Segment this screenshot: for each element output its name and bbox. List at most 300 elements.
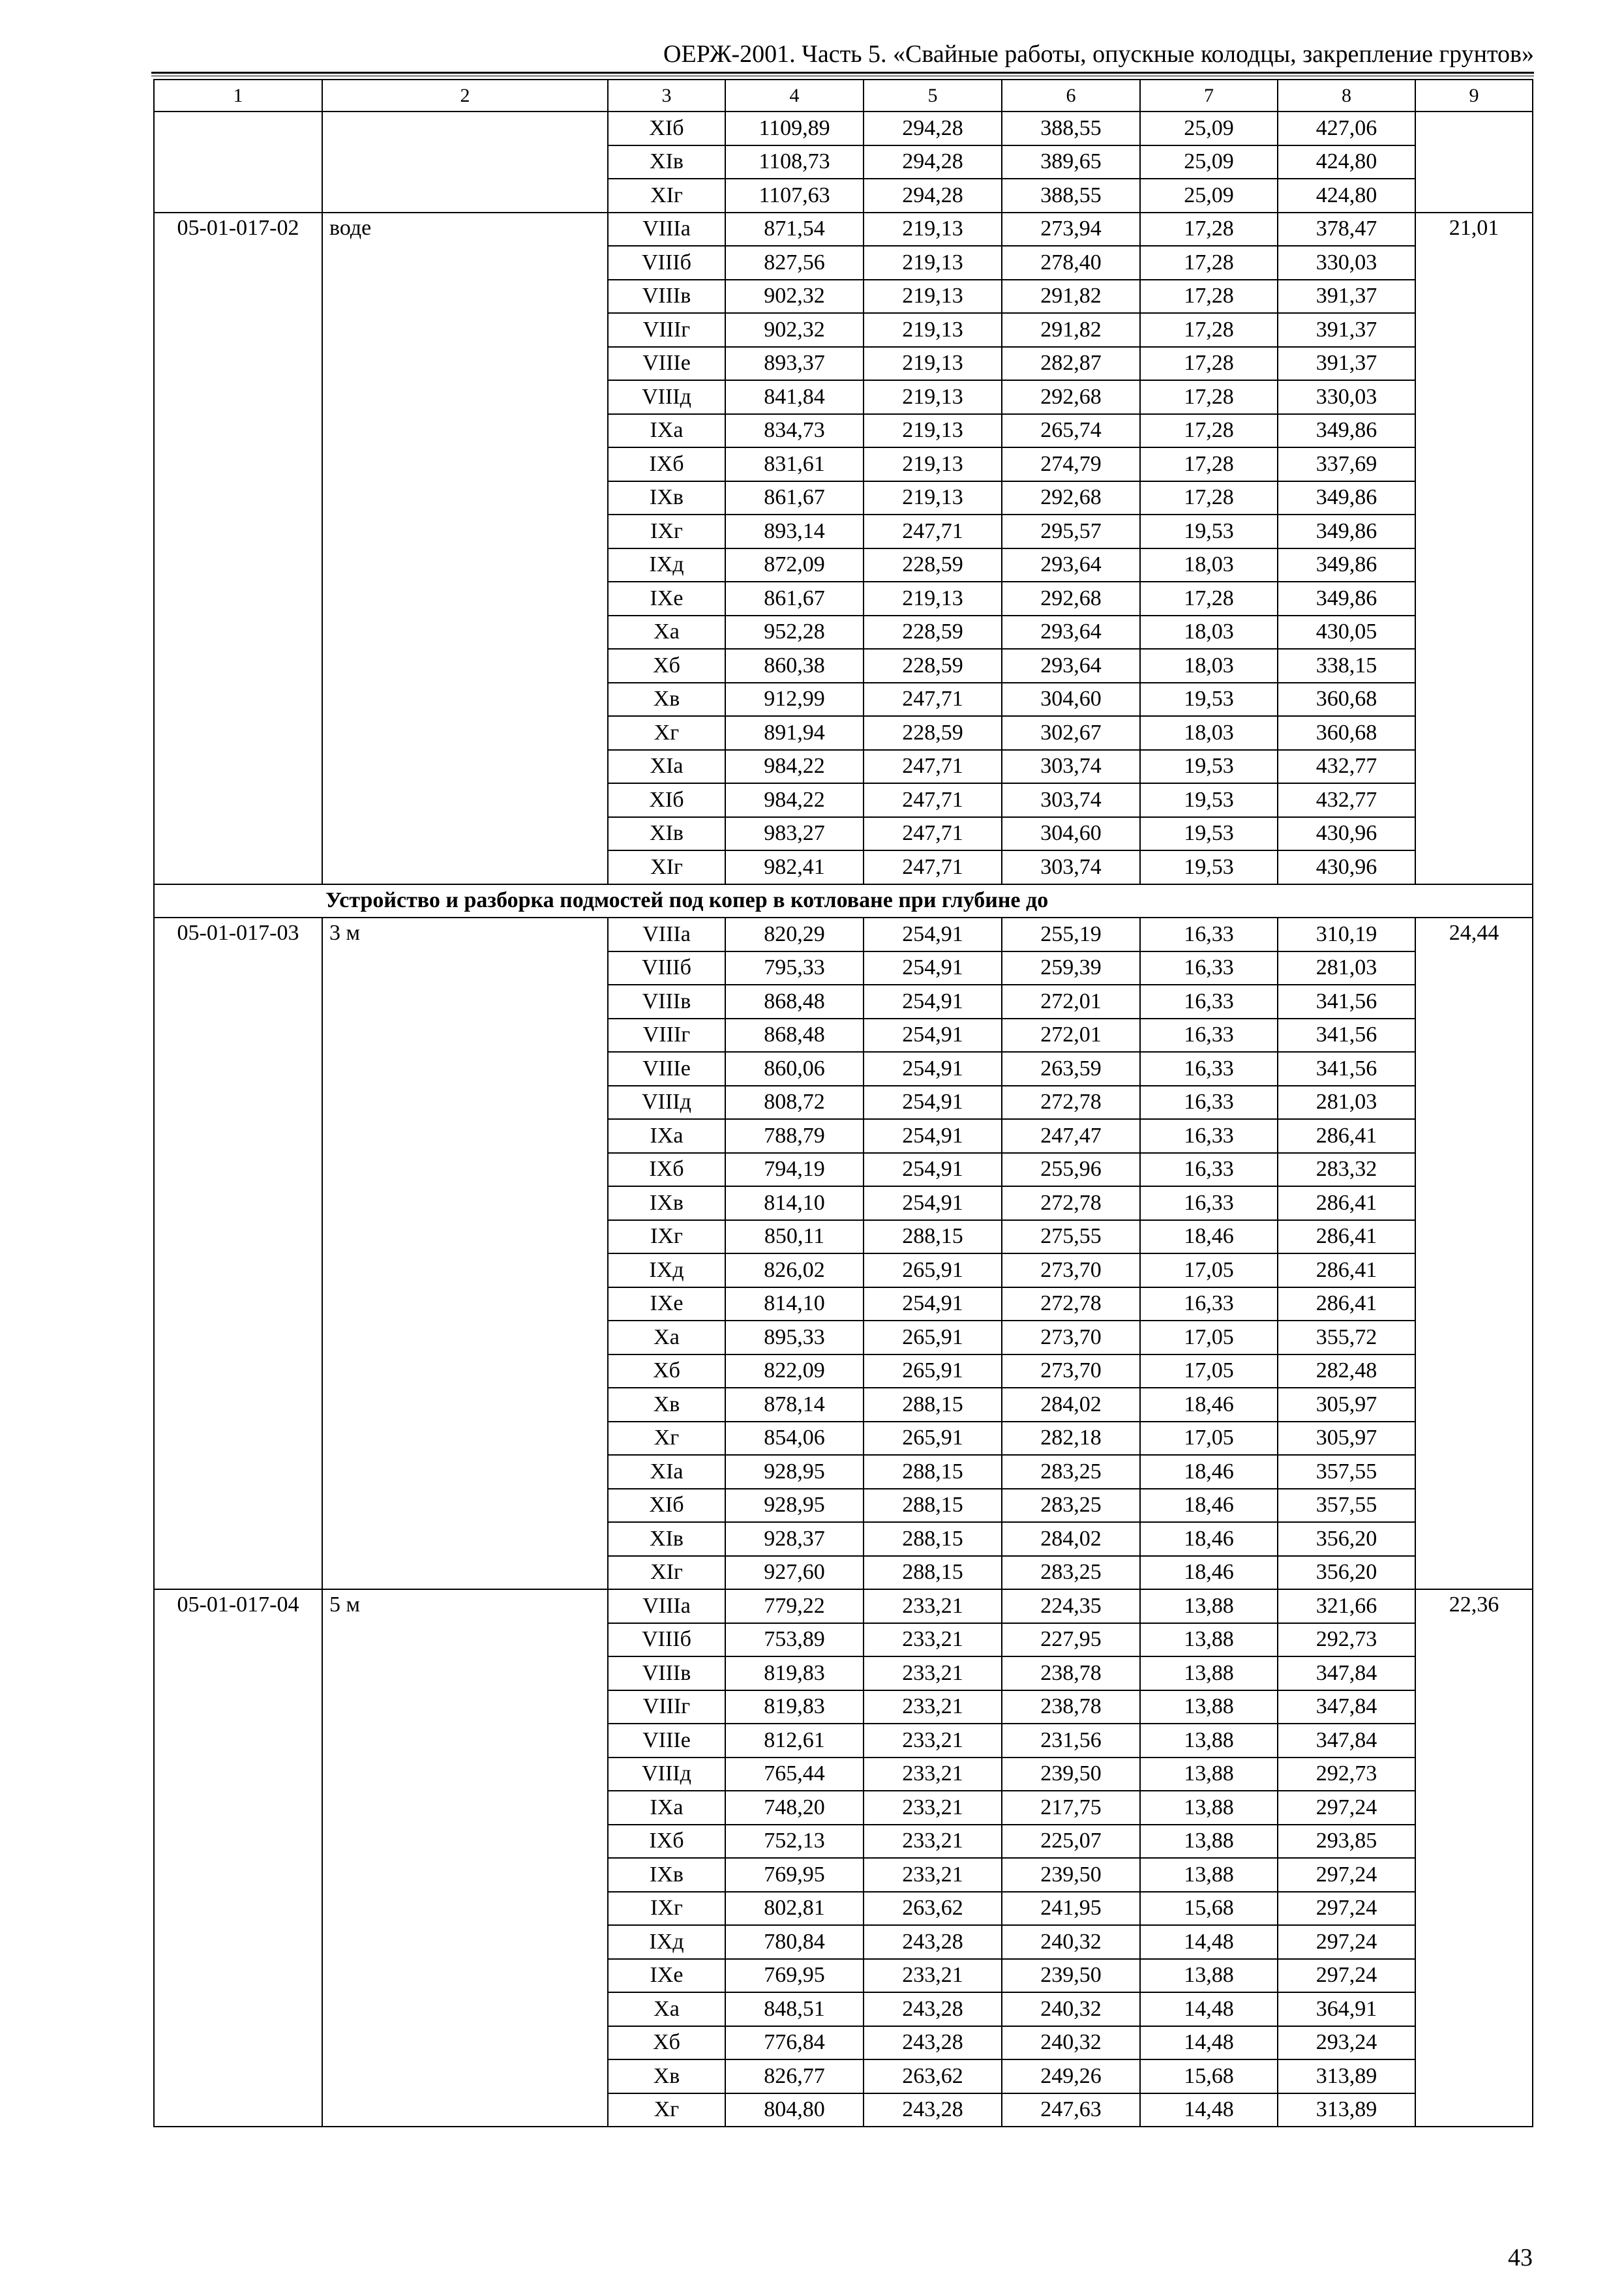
wages-cell: 294,28 [864, 179, 1002, 213]
materials-cell: 391,37 [1278, 280, 1415, 314]
machines-cell: 272,78 [1002, 1186, 1140, 1220]
total-cost-cell: 820,29 [725, 918, 864, 951]
materials-cell: 313,89 [1278, 2093, 1415, 2127]
wages-cell: 219,13 [864, 582, 1002, 616]
zone-cell: IXе [608, 582, 725, 616]
wages-cell: 254,91 [864, 1052, 1002, 1086]
machinist-wages-cell: 16,33 [1140, 918, 1278, 951]
materials-cell: 281,03 [1278, 951, 1415, 985]
zone-cell: IXд [608, 1253, 725, 1287]
total-cost-cell: 826,02 [725, 1253, 864, 1287]
machines-cell: 275,55 [1002, 1220, 1140, 1254]
materials-cell: 286,41 [1278, 1186, 1415, 1220]
machines-cell: 239,50 [1002, 1959, 1140, 1993]
machinist-wages-cell: 18,03 [1140, 649, 1278, 683]
machinist-wages-cell: 17,28 [1140, 582, 1278, 616]
materials-cell: 337,69 [1278, 447, 1415, 481]
wages-cell: 243,28 [864, 1925, 1002, 1959]
wages-cell: 247,71 [864, 817, 1002, 851]
machinist-wages-cell: 17,05 [1140, 1321, 1278, 1354]
zone-cell: VIIIе [608, 1052, 725, 1086]
machinist-wages-cell: 17,28 [1140, 414, 1278, 448]
materials-cell: 305,97 [1278, 1388, 1415, 1422]
machines-cell: 240,32 [1002, 1992, 1140, 2026]
wages-cell: 254,91 [864, 1086, 1002, 1120]
column-number-cell: 5 [864, 80, 1002, 112]
machines-cell: 273,70 [1002, 1321, 1140, 1354]
machines-cell: 293,64 [1002, 548, 1140, 582]
section-title-row [154, 884, 1533, 918]
materials-cell: 357,55 [1278, 1489, 1415, 1523]
materials-cell: 297,24 [1278, 1925, 1415, 1959]
rate-code-cell: 05-01-017-04 [154, 1589, 322, 2127]
machines-cell: 247,63 [1002, 2093, 1140, 2127]
zone-cell: XIб [608, 1489, 725, 1523]
total-cost-cell: 895,33 [725, 1321, 864, 1354]
total-cost-cell: 860,06 [725, 1052, 864, 1086]
work-name-cell: воде [322, 213, 608, 884]
machinist-wages-cell: 16,33 [1140, 1153, 1278, 1187]
materials-cell: 321,66 [1278, 1589, 1415, 1623]
machines-cell: 274,79 [1002, 447, 1140, 481]
column-number-cell: 1 [154, 80, 322, 112]
wages-cell: 219,13 [864, 380, 1002, 414]
machines-cell: 389,65 [1002, 145, 1140, 179]
wages-cell: 294,28 [864, 145, 1002, 179]
column-number-cell: 9 [1415, 80, 1533, 112]
wages-cell: 288,15 [864, 1455, 1002, 1489]
machines-cell: 225,07 [1002, 1825, 1140, 1859]
machinist-wages-cell: 17,28 [1140, 280, 1278, 314]
machines-cell: 272,78 [1002, 1287, 1140, 1321]
machinist-wages-cell: 18,03 [1140, 716, 1278, 750]
machinist-wages-cell: 13,88 [1140, 1724, 1278, 1758]
machines-cell: 304,60 [1002, 817, 1140, 851]
wages-cell: 288,15 [864, 1388, 1002, 1422]
column-number-cell: 8 [1278, 80, 1415, 112]
materials-cell: 356,20 [1278, 1556, 1415, 1590]
total-cost-cell: 861,67 [725, 582, 864, 616]
zone-cell: VIIIд [608, 1086, 725, 1120]
wages-cell: 233,21 [864, 1656, 1002, 1690]
total-cost-cell: 753,89 [725, 1623, 864, 1657]
total-cost-cell: 827,56 [725, 246, 864, 280]
machines-cell: 241,95 [1002, 1892, 1140, 1926]
wages-cell: 233,21 [864, 1758, 1002, 1791]
zone-cell: VIIIе [608, 1724, 725, 1758]
zone-cell: VIIIб [608, 951, 725, 985]
total-cost-cell: 1109,89 [725, 112, 864, 145]
machines-cell: 247,47 [1002, 1119, 1140, 1153]
page-header-title: ОЕРЖ-2001. Часть 5. «Свайные работы, опускные колодцы, закрепление грунтов» [663, 40, 1534, 68]
materials-cell: 330,03 [1278, 246, 1415, 280]
zone-cell: Xв [608, 2059, 725, 2093]
machinist-wages-cell: 18,46 [1140, 1455, 1278, 1489]
zone-cell: VIIIг [608, 313, 725, 347]
wages-cell: 228,59 [864, 548, 1002, 582]
machinist-wages-cell: 16,33 [1140, 1287, 1278, 1321]
machines-cell: 304,60 [1002, 683, 1140, 717]
machinist-wages-cell: 15,68 [1140, 1892, 1278, 1926]
machinist-wages-cell: 19,53 [1140, 683, 1278, 717]
zone-cell: Xа [608, 1321, 725, 1354]
materials-cell: 349,86 [1278, 481, 1415, 515]
machines-cell: 388,55 [1002, 112, 1140, 145]
zone-cell: VIIIв [608, 280, 725, 314]
total-cost-cell: 795,33 [725, 951, 864, 985]
materials-cell: 292,73 [1278, 1758, 1415, 1791]
machinist-wages-cell: 25,09 [1140, 179, 1278, 213]
machinist-wages-cell: 17,28 [1140, 313, 1278, 347]
table-row [154, 112, 1533, 145]
materials-cell: 430,96 [1278, 817, 1415, 851]
wages-cell: 254,91 [864, 951, 1002, 985]
zone-cell: VIIIг [608, 1019, 725, 1053]
zone-cell: IXв [608, 1186, 725, 1220]
total-cost-cell: 928,37 [725, 1522, 864, 1556]
total-cost-cell: 984,22 [725, 783, 864, 817]
machines-cell: 278,40 [1002, 246, 1140, 280]
machines-cell: 255,19 [1002, 918, 1140, 951]
total-cost-cell: 868,48 [725, 1019, 864, 1053]
materials-cell: 297,24 [1278, 1791, 1415, 1825]
work-name-cell [322, 112, 608, 213]
total-cost-cell: 891,94 [725, 716, 864, 750]
total-cost-cell: 878,14 [725, 1388, 864, 1422]
machinist-wages-cell: 19,53 [1140, 817, 1278, 851]
materials-cell: 349,86 [1278, 548, 1415, 582]
materials-cell: 283,32 [1278, 1153, 1415, 1187]
total-cost-cell: 794,19 [725, 1153, 864, 1187]
machinist-wages-cell: 17,28 [1140, 347, 1278, 381]
zone-cell: Xг [608, 2093, 725, 2127]
machines-cell: 283,25 [1002, 1489, 1140, 1523]
wages-cell: 265,91 [864, 1422, 1002, 1456]
machinist-wages-cell: 13,88 [1140, 1959, 1278, 1993]
materials-cell: 341,56 [1278, 1019, 1415, 1053]
machinist-wages-cell: 18,46 [1140, 1489, 1278, 1523]
materials-cell: 293,24 [1278, 2026, 1415, 2060]
machinist-wages-cell: 18,46 [1140, 1388, 1278, 1422]
total-cost-cell: 872,09 [725, 548, 864, 582]
wages-cell: 247,71 [864, 850, 1002, 884]
wages-cell: 233,21 [864, 1589, 1002, 1623]
zone-cell: XIг [608, 1556, 725, 1590]
total-cost-cell: 860,38 [725, 649, 864, 683]
total-cost-cell: 868,48 [725, 985, 864, 1019]
wages-cell: 228,59 [864, 616, 1002, 650]
machinist-wages-cell: 25,09 [1140, 112, 1278, 145]
materials-cell: 286,41 [1278, 1220, 1415, 1254]
machines-cell: 238,78 [1002, 1690, 1140, 1724]
wages-cell: 254,91 [864, 1119, 1002, 1153]
zone-cell: Xб [608, 2026, 725, 2060]
machines-cell: 303,74 [1002, 850, 1140, 884]
zone-cell: VIIIд [608, 1758, 725, 1791]
machines-cell: 239,50 [1002, 1858, 1140, 1892]
materials-cell: 432,77 [1278, 750, 1415, 784]
wages-cell: 288,15 [864, 1489, 1002, 1523]
total-cost-cell: 850,11 [725, 1220, 864, 1254]
machines-cell: 292,68 [1002, 582, 1140, 616]
machines-cell: 239,50 [1002, 1758, 1140, 1791]
machinist-wages-cell: 13,88 [1140, 1758, 1278, 1791]
total-cost-cell: 765,44 [725, 1758, 864, 1791]
materials-cell: 355,72 [1278, 1321, 1415, 1354]
machinist-wages-cell: 17,28 [1140, 481, 1278, 515]
machines-cell: 255,96 [1002, 1153, 1140, 1187]
wages-cell: 233,21 [864, 1690, 1002, 1724]
column-number-cell: 3 [608, 80, 725, 112]
machinist-wages-cell: 19,53 [1140, 515, 1278, 548]
materials-cell: 286,41 [1278, 1253, 1415, 1287]
zone-cell: IXд [608, 548, 725, 582]
materials-cell: 297,24 [1278, 1959, 1415, 1993]
wages-cell: 288,15 [864, 1522, 1002, 1556]
materials-cell: 424,80 [1278, 145, 1415, 179]
machines-cell: 272,78 [1002, 1086, 1140, 1120]
materials-cell: 427,06 [1278, 112, 1415, 145]
zone-cell: IXе [608, 1287, 725, 1321]
rate-code-cell [154, 112, 322, 213]
total-cost-cell: 861,67 [725, 481, 864, 515]
machinist-wages-cell: 19,53 [1140, 850, 1278, 884]
zone-cell: IXд [608, 1925, 725, 1959]
materials-cell: 347,84 [1278, 1656, 1415, 1690]
total-cost-cell: 802,81 [725, 1892, 864, 1926]
machinist-wages-cell: 13,88 [1140, 1690, 1278, 1724]
materials-cell: 313,89 [1278, 2059, 1415, 2093]
wages-cell: 219,13 [864, 481, 1002, 515]
machinist-wages-cell: 18,46 [1140, 1220, 1278, 1254]
machinist-wages-cell: 13,88 [1140, 1656, 1278, 1690]
total-cost-cell: 927,60 [725, 1556, 864, 1590]
total-cost-cell: 819,83 [725, 1656, 864, 1690]
machines-cell: 227,95 [1002, 1623, 1140, 1657]
zone-cell: VIIIа [608, 918, 725, 951]
materials-cell: 349,86 [1278, 414, 1415, 448]
machinist-wages-cell: 18,46 [1140, 1522, 1278, 1556]
machinist-wages-cell: 19,53 [1140, 783, 1278, 817]
total-cost-cell: 848,51 [725, 1992, 864, 2026]
materials-cell: 286,41 [1278, 1287, 1415, 1321]
total-cost-cell: 871,54 [725, 213, 864, 247]
wages-cell: 233,21 [864, 1791, 1002, 1825]
column-number-cell: 6 [1002, 80, 1140, 112]
section-title: Устройство и разборка подмостей под копер в котловане при глубине до [154, 884, 1533, 918]
materials-cell: 356,20 [1278, 1522, 1415, 1556]
column-number-cell: 2 [322, 80, 608, 112]
zone-cell: XIб [608, 783, 725, 817]
machines-cell: 388,55 [1002, 179, 1140, 213]
machines-cell: 284,02 [1002, 1388, 1140, 1422]
machines-cell: 292,68 [1002, 380, 1140, 414]
wages-cell: 265,91 [864, 1253, 1002, 1287]
machinist-wages-cell: 18,03 [1140, 548, 1278, 582]
rate-code-cell: 05-01-017-03 [154, 918, 322, 1589]
materials-cell: 282,48 [1278, 1354, 1415, 1388]
total-cost-cell: 776,84 [725, 2026, 864, 2060]
machinist-wages-cell: 18,46 [1140, 1556, 1278, 1590]
total-cost-cell: 819,83 [725, 1690, 864, 1724]
wages-cell: 219,13 [864, 280, 1002, 314]
machines-cell: 293,64 [1002, 649, 1140, 683]
machines-cell: 240,32 [1002, 2026, 1140, 2060]
zone-cell: VIIIв [608, 985, 725, 1019]
total-cost-cell: 788,79 [725, 1119, 864, 1153]
materials-cell: 349,86 [1278, 515, 1415, 548]
machinist-wages-cell: 25,09 [1140, 145, 1278, 179]
zone-cell: IXб [608, 1153, 725, 1187]
zone-cell: VIIIб [608, 246, 725, 280]
machinist-wages-cell: 16,33 [1140, 985, 1278, 1019]
zone-cell: Xв [608, 683, 725, 717]
zone-cell: IXг [608, 515, 725, 548]
zone-cell: XIа [608, 1455, 725, 1489]
wages-cell: 265,91 [864, 1354, 1002, 1388]
machines-cell: 293,64 [1002, 616, 1140, 650]
machinist-wages-cell: 13,88 [1140, 1858, 1278, 1892]
total-cost-cell: 834,73 [725, 414, 864, 448]
machinist-wages-cell: 16,33 [1140, 1019, 1278, 1053]
labor-cost-cell: 21,01 [1415, 213, 1533, 884]
zone-cell: IXв [608, 481, 725, 515]
zone-cell: IXг [608, 1220, 725, 1254]
wages-cell: 219,13 [864, 414, 1002, 448]
zone-cell: IXв [608, 1858, 725, 1892]
total-cost-cell: 769,95 [725, 1858, 864, 1892]
materials-cell: 293,85 [1278, 1825, 1415, 1859]
total-cost-cell: 748,20 [725, 1791, 864, 1825]
wages-cell: 228,59 [864, 649, 1002, 683]
machines-cell: 273,70 [1002, 1253, 1140, 1287]
machinist-wages-cell: 17,28 [1140, 213, 1278, 247]
machinist-wages-cell: 14,48 [1140, 2026, 1278, 2060]
total-cost-cell: 752,13 [725, 1825, 864, 1859]
machines-cell: 273,70 [1002, 1354, 1140, 1388]
materials-cell: 360,68 [1278, 683, 1415, 717]
materials-cell: 305,97 [1278, 1422, 1415, 1456]
wages-cell: 233,21 [864, 1858, 1002, 1892]
machinist-wages-cell: 17,05 [1140, 1354, 1278, 1388]
column-number-cell: 7 [1140, 80, 1278, 112]
machinist-wages-cell: 16,33 [1140, 1186, 1278, 1220]
materials-cell: 364,91 [1278, 1992, 1415, 2026]
machinist-wages-cell: 13,88 [1140, 1589, 1278, 1623]
machinist-wages-cell: 17,05 [1140, 1422, 1278, 1456]
wages-cell: 247,71 [864, 515, 1002, 548]
machinist-wages-cell: 16,33 [1140, 951, 1278, 985]
column-number-cell: 4 [725, 80, 864, 112]
wages-cell: 219,13 [864, 246, 1002, 280]
total-cost-cell: 854,06 [725, 1422, 864, 1456]
materials-cell: 357,55 [1278, 1455, 1415, 1489]
total-cost-cell: 1108,73 [725, 145, 864, 179]
materials-cell: 286,41 [1278, 1119, 1415, 1153]
wages-cell: 243,28 [864, 1992, 1002, 2026]
machines-cell: 282,87 [1002, 347, 1140, 381]
machines-cell: 273,94 [1002, 213, 1140, 247]
zone-cell: VIIIг [608, 1690, 725, 1724]
total-cost-cell: 804,80 [725, 2093, 864, 2127]
total-cost-cell: 769,95 [725, 1959, 864, 1993]
total-cost-cell: 826,77 [725, 2059, 864, 2093]
column-number-row [154, 80, 1533, 112]
total-cost-cell: 812,61 [725, 1724, 864, 1758]
wages-cell: 254,91 [864, 1019, 1002, 1053]
zone-cell: XIг [608, 179, 725, 213]
total-cost-cell: 814,10 [725, 1186, 864, 1220]
zone-cell: XIв [608, 817, 725, 851]
wages-cell: 254,91 [864, 918, 1002, 951]
machinist-wages-cell: 14,48 [1140, 2093, 1278, 2127]
table-row [154, 213, 1533, 247]
zone-cell: IXб [608, 1825, 725, 1859]
machinist-wages-cell: 17,05 [1140, 1253, 1278, 1287]
wages-cell: 247,71 [864, 750, 1002, 784]
wages-cell: 263,62 [864, 2059, 1002, 2093]
wages-cell: 219,13 [864, 313, 1002, 347]
total-cost-cell: 912,99 [725, 683, 864, 717]
total-cost-cell: 1107,63 [725, 179, 864, 213]
table-row [154, 1589, 1533, 1623]
work-name-cell: 5 м [322, 1589, 608, 2127]
zone-cell: Xг [608, 716, 725, 750]
machines-cell: 238,78 [1002, 1656, 1140, 1690]
total-cost-cell: 780,84 [725, 1925, 864, 1959]
wages-cell: 247,71 [864, 783, 1002, 817]
materials-cell: 391,37 [1278, 313, 1415, 347]
machines-cell: 224,35 [1002, 1589, 1140, 1623]
zone-cell: Xв [608, 1388, 725, 1422]
wages-cell: 233,21 [864, 1825, 1002, 1859]
machines-cell: 291,82 [1002, 313, 1140, 347]
machines-cell: 291,82 [1002, 280, 1140, 314]
total-cost-cell: 893,37 [725, 347, 864, 381]
machinist-wages-cell: 15,68 [1140, 2059, 1278, 2093]
total-cost-cell: 831,61 [725, 447, 864, 481]
materials-cell: 347,84 [1278, 1724, 1415, 1758]
machinist-wages-cell: 14,48 [1140, 1925, 1278, 1959]
machines-cell: 217,75 [1002, 1791, 1140, 1825]
zone-cell: IXа [608, 1119, 725, 1153]
machines-cell: 265,74 [1002, 414, 1140, 448]
zone-cell: VIIIб [608, 1623, 725, 1657]
materials-cell: 297,24 [1278, 1892, 1415, 1926]
zone-cell: VIIIе [608, 347, 725, 381]
total-cost-cell: 984,22 [725, 750, 864, 784]
zone-cell: XIг [608, 850, 725, 884]
zone-cell: Xа [608, 616, 725, 650]
zone-cell: Xг [608, 1422, 725, 1456]
machines-cell: 263,59 [1002, 1052, 1140, 1086]
machines-cell: 283,25 [1002, 1455, 1140, 1489]
materials-cell: 330,03 [1278, 380, 1415, 414]
machines-cell: 303,74 [1002, 783, 1140, 817]
machinist-wages-cell: 17,28 [1140, 447, 1278, 481]
wages-cell: 233,21 [864, 1959, 1002, 1993]
rate-code-cell: 05-01-017-02 [154, 213, 322, 884]
wages-cell: 219,13 [864, 347, 1002, 381]
materials-cell: 349,86 [1278, 582, 1415, 616]
materials-cell: 432,77 [1278, 783, 1415, 817]
machinist-wages-cell: 14,48 [1140, 1992, 1278, 2026]
machinist-wages-cell: 16,33 [1140, 1119, 1278, 1153]
wages-cell: 265,91 [864, 1321, 1002, 1354]
machines-cell: 303,74 [1002, 750, 1140, 784]
wages-cell: 243,28 [864, 2026, 1002, 2060]
zone-cell: IXа [608, 414, 725, 448]
